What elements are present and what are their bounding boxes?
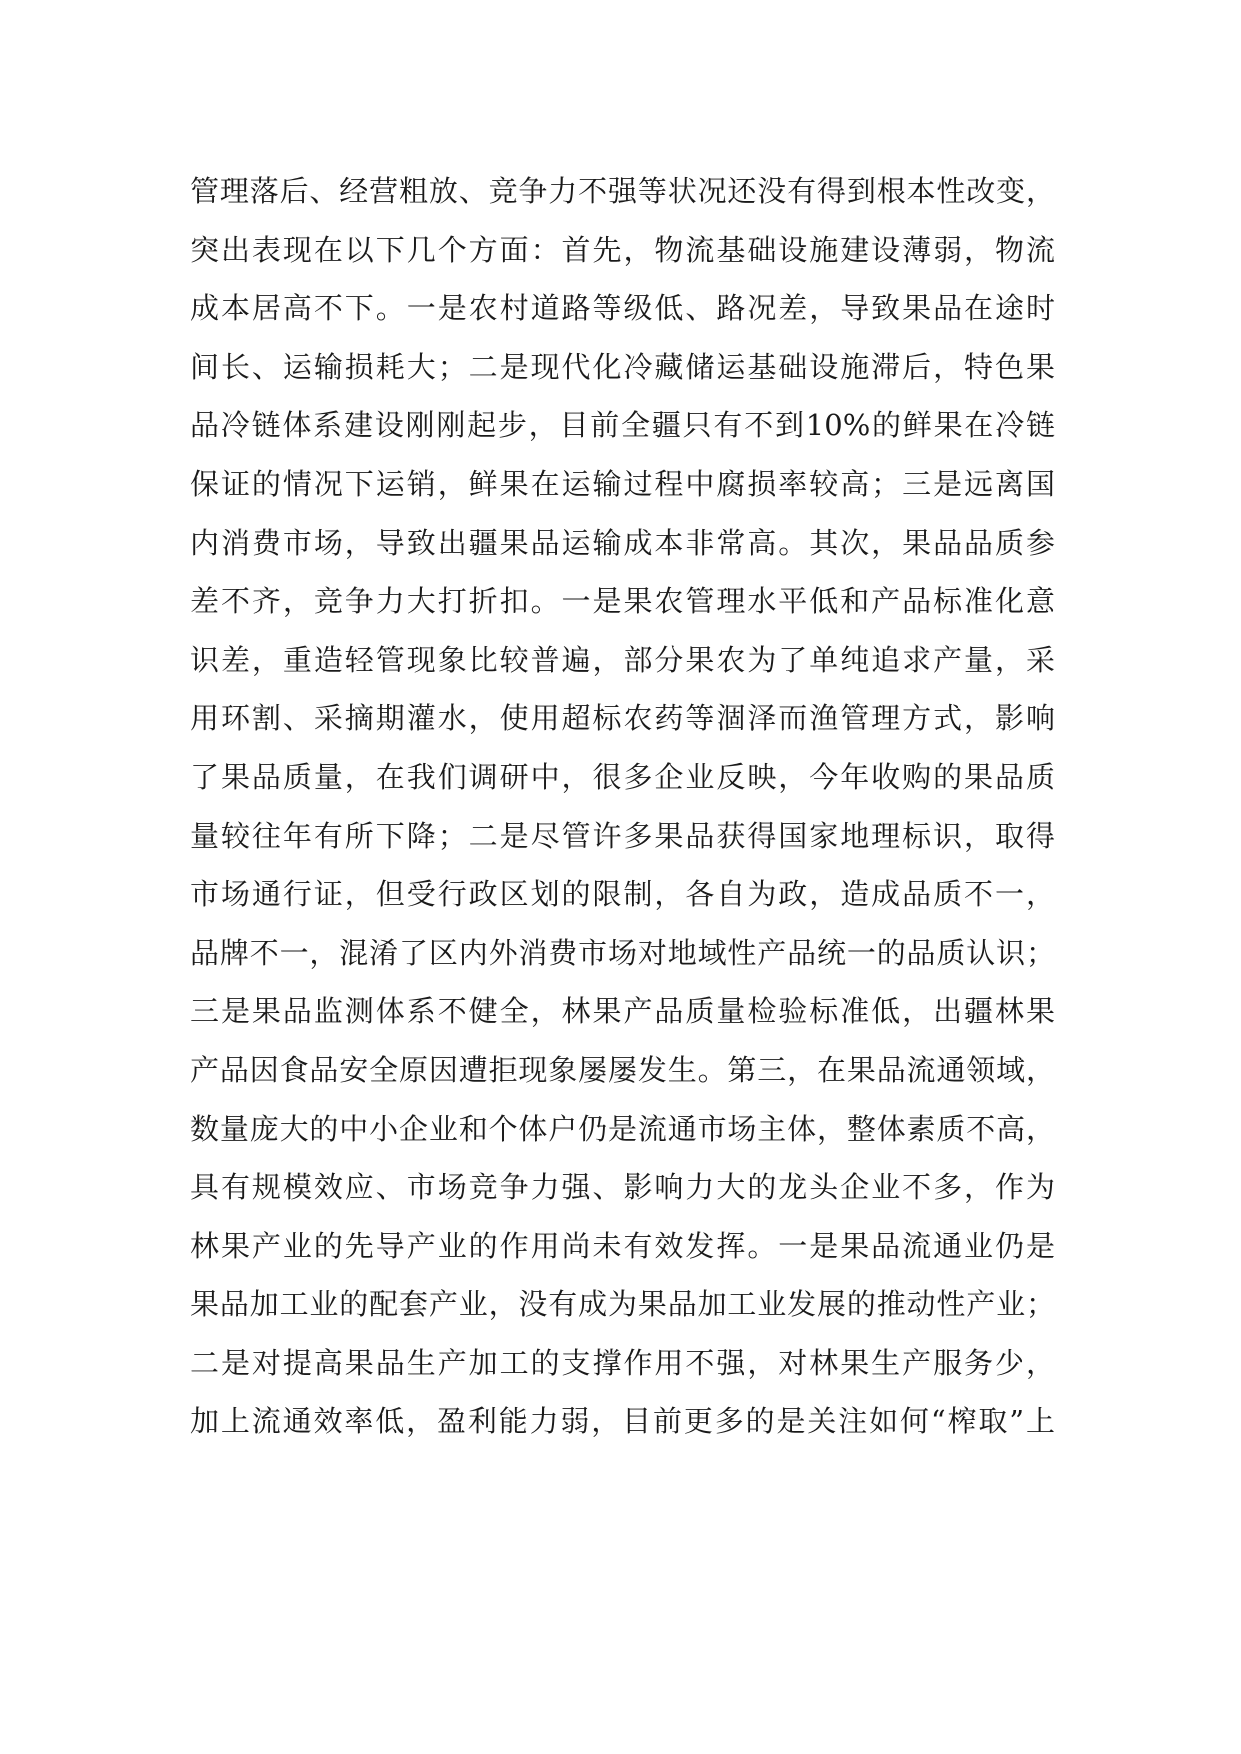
- text-line: 了果品质量，在我们调研中，很多企业反映，今年收购的果品质: [190, 759, 1055, 794]
- text-line: 市场通行证，但受行政区划的限制，各自为政，造成品质不一，: [190, 877, 1055, 912]
- text-line: 突出表现在以下几个方面：首先，物流基础设施建设薄弱，物流: [190, 232, 1055, 267]
- text-line: 数量庞大的中小企业和个体户仍是流通市场主体，整体素质不高，: [190, 1111, 1055, 1146]
- text-line: 识差，重造轻管现象比较普遍，部分果农为了单纯追求产量，采: [190, 642, 1055, 677]
- text-line: 量较往年有所下降；二是尽管许多果品获得国家地理标识，取得: [190, 818, 1055, 853]
- text-line: 成本居高不下。一是农村道路等级低、路况差，导致果品在途时: [190, 291, 1055, 326]
- text-line: 具有规模效应、市场竞争力强、影响力大的龙头企业不多，作为: [190, 1170, 1055, 1205]
- text-line: 用环割、采摘期灌水，使用超标农药等涸泽而渔管理方式，影响: [190, 701, 1055, 736]
- body-text: [190, 162, 1055, 1451]
- text-line: 三是果品监测体系不健全，林果产品质量检验标准低，出疆林果: [190, 994, 1055, 1029]
- text-line: 果品加工业的配套产业，没有成为果品加工业发展的推动性产业；: [190, 1287, 1055, 1322]
- text-line: 品牌不一，混淆了区内外消费市场对地域性产品统一的品质认识；: [190, 935, 1055, 970]
- text-line: 保证的情况下运销，鲜果在运输过程中腐损率较高；三是远离国: [190, 466, 1055, 501]
- text-line: 产品因食品安全原因遭拒现象屡屡发生。第三，在果品流通领域，: [190, 1052, 1055, 1087]
- text-line: 差不齐，竞争力大打折扣。一是果农管理水平低和产品标准化意: [190, 584, 1055, 619]
- text-line: 二是对提高果品生产加工的支撑作用不强，对林果生产服务少，: [190, 1345, 1055, 1380]
- text-line: 管理落后、经营粗放、竞争力不强等状况还没有得到根本性改变，: [190, 174, 1055, 208]
- text-line: 加上流通效率低，盈利能力弱，目前更多的是关注如何“榨取”上: [190, 1404, 1055, 1439]
- text-line: 内消费市场，导致出疆果品运输成本非常高。其次，果品品质参: [190, 525, 1055, 560]
- text-line: 间长、运输损耗大；二是现代化冷藏储运基础设施滞后，特色果: [190, 349, 1055, 384]
- text-line: 品冷链体系建设刚刚起步，目前全疆只有不到10%的鲜果在冷链: [190, 408, 1055, 443]
- text-line: 林果产业的先导产业的作用尚未有效发挥。一是果品流通业仍是: [190, 1228, 1055, 1263]
